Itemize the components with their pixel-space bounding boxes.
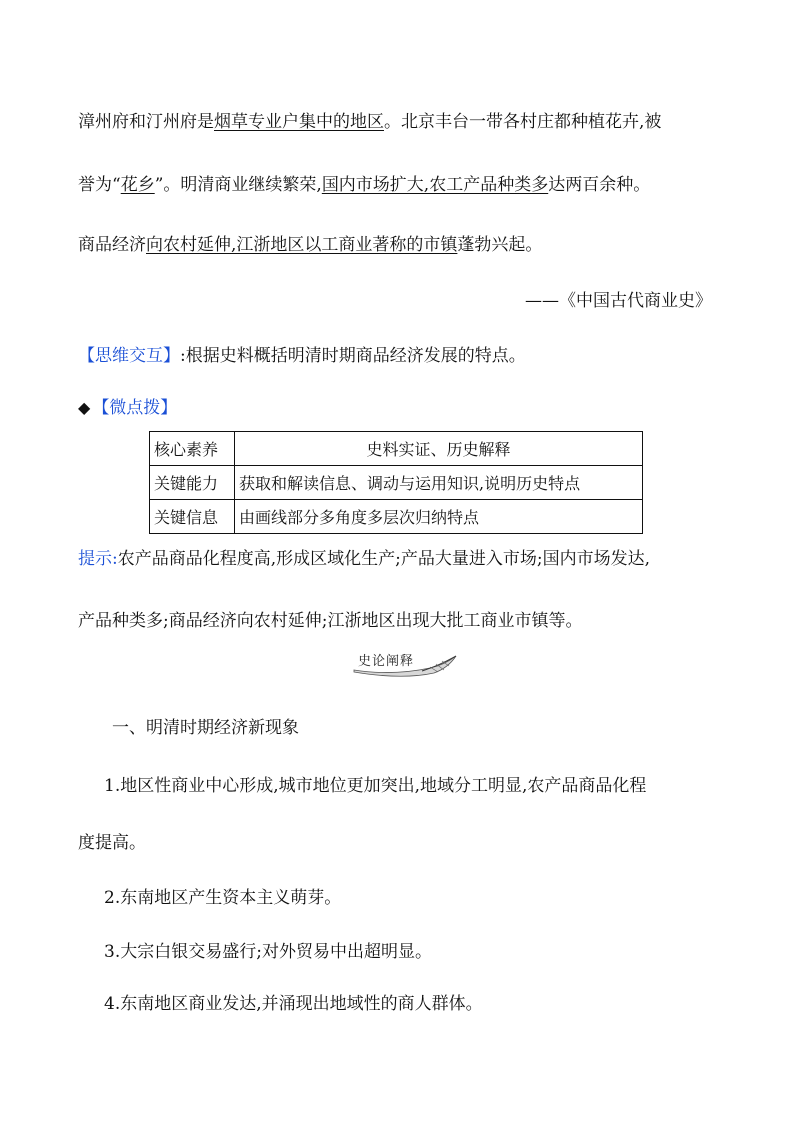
list-item: 1.地区性商业中心形成,城市地位更加突出,地域分工明显,农产品商品化程 — [104, 776, 647, 796]
table-row — [150, 432, 643, 466]
table-key: 关键能力 — [150, 466, 235, 500]
list-item: 度提高。 — [78, 833, 146, 853]
underlined-text: 国内市场扩大,农工产品种类多 — [321, 175, 549, 195]
table-key: 关键信息 — [150, 500, 235, 534]
question-text: :根据史料概括明清时期商品经济发展的特点。 — [180, 346, 526, 366]
hint-label: 提示: — [78, 549, 118, 569]
table-value: 获取和解读信息、调动与运用知识,说明历史特点 — [235, 466, 643, 500]
underlined-text: 花乡 — [120, 175, 155, 195]
hint-line-1: 提示:农产品商品化程度高,形成区域化生产;产品大量进入市场;国内市场发达, — [78, 549, 650, 569]
hint-line-2: 产品种类多;商品经济向农村延伸;江浙地区出现大批工商业市镇等。 — [78, 611, 583, 631]
list-item: 3.大宗白银交易盛行;对外贸易中出超明显。 — [104, 942, 432, 962]
diamond-icon: ◆ — [78, 398, 91, 417]
passage-line-2: 誉为“花乡”。明清商业继续繁荣,国内市场扩大,农工产品种类多达两百余种。 — [78, 175, 651, 195]
passage-line-3: 商品经济向农村延伸,江浙地区以工商业著称的市镇蓬勃兴起。 — [78, 235, 543, 255]
question-label: 【思维交互】 — [78, 346, 180, 366]
section-title: 一、明清时期经济新现象 — [112, 718, 299, 738]
passage-source: ——《中国古代商业史》 — [525, 291, 712, 311]
question — [78, 341, 526, 366]
banner-text: 史论阐释 — [358, 654, 415, 669]
table-row — [150, 466, 643, 500]
list-item: 4.东南地区商业发达,并涌现出地域性的商人群体。 — [104, 994, 483, 1014]
table-row — [150, 500, 643, 534]
section-banner — [352, 648, 462, 678]
tip-label: 【微点拨】 — [92, 398, 178, 418]
core-table — [149, 431, 643, 534]
passage-line-1: 漳州府和汀州府是烟草专业户集中的地区。北京丰台一带各村庄都种植花卉,被 — [78, 112, 662, 132]
list-item: 2.东南地区产生资本主义萌芽。 — [104, 888, 342, 908]
table-value: 由画线部分多角度多层次归纳特点 — [235, 500, 643, 534]
tip-header — [78, 393, 177, 418]
underlined-text: 向农村延伸,江浙地区以工商业著称的市镇 — [146, 235, 458, 255]
table-value: 史料实证、历史解释 — [235, 432, 643, 466]
underlined-text: 烟草专业户集中的地区 — [214, 112, 384, 132]
table-key: 核心素养 — [150, 432, 235, 466]
